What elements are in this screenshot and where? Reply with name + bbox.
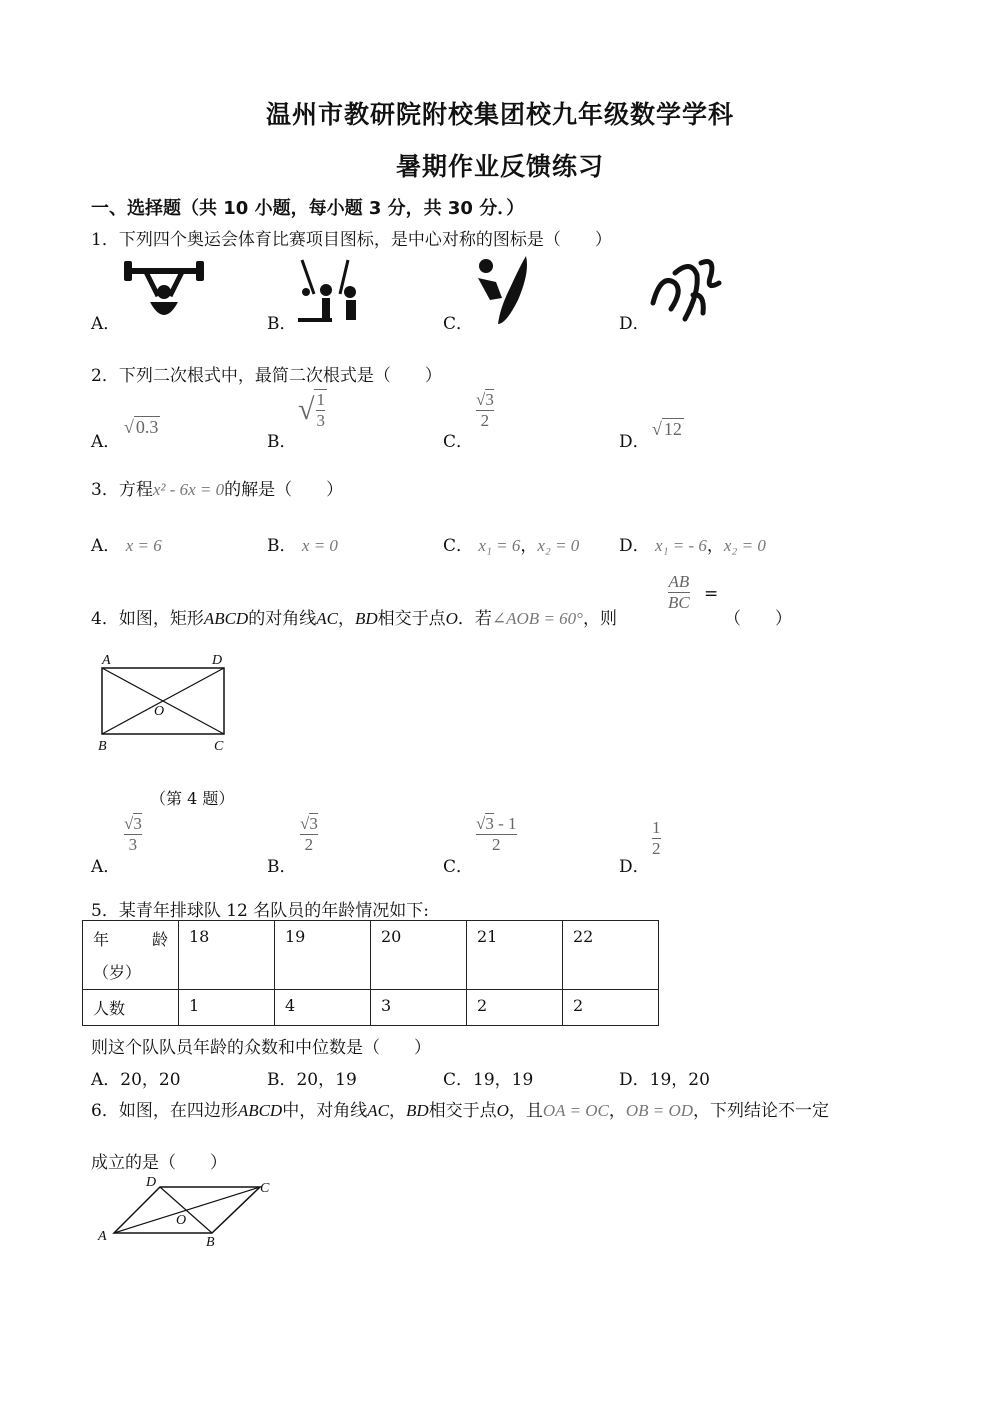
q3-c-value2: x₂ = 0	[537, 536, 580, 555]
q2-d-radicand: 12	[663, 419, 682, 439]
q4-equals: =	[704, 584, 719, 604]
q4-stem-mid4: ，则	[582, 609, 617, 629]
q2-b-den: 3	[316, 411, 325, 430]
age-cell: 21	[467, 921, 563, 990]
q4-c-num-rad: 3	[485, 814, 494, 833]
q3-stem-pre: 3．方程	[91, 480, 153, 500]
q2-option-b-expr: √ $\frac{1}{3}$	[298, 390, 325, 430]
q4-b-den: 2	[304, 835, 314, 854]
table-row	[83, 990, 659, 1026]
section-heading: 一、选择题（共 10 小题，每小题 3 分，共 30 分．）	[91, 198, 525, 219]
q2-option-c-label: C．	[443, 432, 474, 452]
count-cell: 1	[179, 990, 275, 1026]
q4-option-d-expr	[652, 818, 661, 859]
count-cell: 2	[563, 990, 659, 1026]
q4-label-o: O	[154, 704, 165, 719]
q4-frac-num: AB	[668, 572, 690, 591]
age-table	[82, 920, 659, 1026]
age-header-a: 年	[93, 930, 110, 949]
age-header-cell	[83, 921, 179, 990]
q4-option-b-expr: $\frac{√3}{2}$	[300, 814, 318, 854]
table-row	[83, 921, 659, 990]
gymnastics-rings-icon	[292, 256, 372, 326]
q4-b-num: 3	[309, 814, 318, 833]
q4-stem	[91, 604, 617, 629]
q4-label-c: C	[214, 739, 224, 754]
q2-c-den: 2	[480, 411, 490, 430]
q5-option-a: A．20，20	[91, 1070, 181, 1090]
q6-parallelogram-figure	[92, 1170, 282, 1250]
q4-label-d: D	[212, 653, 223, 668]
q2-stem: 2．下列二次根式中，最简二次根式是（ ）	[91, 366, 442, 386]
age-header-unit: （岁）	[93, 963, 142, 982]
q6-stem-mid3: ，且	[508, 1101, 543, 1121]
q4-frac-den: BC	[668, 593, 690, 612]
q3-d-sep: ，	[706, 536, 724, 556]
document-subtitle: 暑期作业反馈练习	[395, 152, 604, 181]
age-cell: 22	[563, 921, 659, 990]
q3-a-label: A．	[91, 536, 121, 556]
canoe-icon	[470, 252, 540, 328]
q5-option-b: B．20，19	[267, 1070, 357, 1090]
q4-rectangle-figure	[90, 648, 240, 756]
document-title: 温州市教研院附校集团校九年级数学学科	[265, 100, 734, 129]
weightlifting-icon	[120, 258, 210, 324]
q3-stem-post: 的解是（ ）	[224, 480, 344, 500]
q1-option-b: B．	[267, 314, 297, 334]
q4-a-den: 3	[128, 835, 138, 854]
q6-label-b: B	[206, 1235, 215, 1250]
q5-question: 则这个队队员年龄的众数和中位数是（ ）	[91, 1038, 431, 1058]
q4-option-b-label: B．	[267, 857, 297, 877]
age-cell: 20	[371, 921, 467, 990]
q6-stem	[91, 1096, 829, 1121]
q4-option-c-expr: $\frac{√3 - 1}{2}$	[476, 814, 517, 854]
q3-d-value2: x₂ = 0	[723, 536, 766, 555]
q5-option-c: C．19，19	[443, 1070, 534, 1090]
age-cell: 19	[275, 921, 371, 990]
q2-b-num: 1	[316, 390, 325, 409]
q2-option-c-expr: $\frac{√3}{2}$	[476, 390, 494, 430]
q6-label-c: C	[260, 1181, 270, 1196]
q4-bd: BD	[354, 609, 378, 628]
q4-figure-caption: （第 4 题）	[150, 789, 235, 808]
q3-equation: x² - 6x = 0	[152, 480, 225, 499]
q3-d-value1: x₁ = - 6	[655, 536, 707, 555]
q6-label-o: O	[176, 1213, 187, 1228]
count-cell: 2	[467, 990, 563, 1026]
q1-option-a: A．	[91, 314, 121, 334]
q4-d-num: 1	[652, 818, 661, 837]
q4-option-d-label: D．	[619, 857, 650, 877]
q2-option-a-expr: √ 0.3	[124, 417, 159, 437]
q4-stem-mid3: ．若	[457, 609, 492, 629]
q4-answer-paren: （ ）	[724, 609, 792, 629]
q3-stem	[91, 475, 343, 500]
q4-comma: ，	[337, 609, 355, 629]
q6-o: O	[496, 1101, 509, 1120]
q4-option-a-expr: $\frac{√3}{3}$	[124, 814, 142, 854]
q6-stem-mid2: 相交于点	[428, 1101, 497, 1121]
q6-comma: ，	[388, 1101, 406, 1121]
q4-d-den: 2	[652, 839, 661, 858]
q3-d-label: D．	[619, 536, 650, 556]
q4-c-num-rest: - 1	[493, 814, 517, 833]
q6-sep: ，	[608, 1101, 626, 1121]
q1-option-d: D．	[619, 314, 650, 334]
q4-option-a-label: A．	[91, 857, 121, 877]
q4-label-a: A	[102, 653, 111, 668]
q1-stem: 1．下列四个奥运会体育比赛项目图标，是中心对称的图标是（ ）	[91, 230, 612, 250]
q4-abcd: ABCD	[203, 609, 249, 628]
q4-o: O	[445, 609, 458, 628]
q2-a-radicand: 0.3	[135, 417, 159, 437]
q2-option-d-label: D．	[619, 432, 650, 452]
q6-abcd: ABCD	[237, 1101, 283, 1120]
q6-ac: AC	[367, 1101, 389, 1120]
count-header-cell: 人数	[83, 990, 179, 1026]
q4-ratio	[668, 572, 690, 613]
q3-c-value1: x₁ = 6	[478, 536, 521, 555]
q3-a-value: x = 6	[125, 536, 162, 555]
q2-option-a-label: A．	[91, 432, 121, 452]
q3-b-label: B．	[267, 536, 297, 556]
q6-label-d: D	[146, 1175, 157, 1190]
q2-c-num: 3	[485, 390, 494, 409]
q3-option-b	[267, 531, 338, 556]
q4-ac: AC	[316, 609, 338, 628]
count-cell: 4	[275, 990, 371, 1026]
q6-bd: BD	[405, 1101, 429, 1120]
q4-a-num: 3	[133, 814, 142, 833]
q3-b-value: x = 0	[301, 536, 338, 555]
q4-c-den: 2	[492, 835, 501, 854]
q4-stem-mid2: 相交于点	[377, 609, 446, 629]
age-header-b: 龄	[151, 930, 168, 949]
q4-stem-pre: 4．如图，矩形	[91, 609, 204, 629]
q6-stem-mid1: 中，对角线	[282, 1101, 368, 1121]
q6-stem-pre: 6．如图，在四边形	[91, 1101, 238, 1121]
q3-option-a	[91, 531, 162, 556]
q6-cond1: OA = OC	[542, 1101, 609, 1120]
q6-stem-line2: 成立的是（ ）	[91, 1153, 227, 1173]
q3-option-d	[619, 531, 766, 556]
judo-icon	[645, 253, 731, 325]
q3-c-label: C．	[443, 536, 474, 556]
q4-option-c-label: C．	[443, 857, 474, 877]
q6-cond2: OB = OD	[625, 1101, 694, 1120]
q6-label-a: A	[98, 1229, 107, 1244]
q1-option-c: C．	[443, 314, 474, 334]
q6-stem-post: ，下列结论不一定	[693, 1101, 830, 1121]
q2-option-b-label: B．	[267, 432, 297, 452]
q3-option-c	[443, 531, 579, 556]
q5-stem: 5．某青年排球队 12 名队员的年龄情况如下:	[91, 901, 429, 921]
q5-option-d: D．19，20	[619, 1070, 710, 1090]
q3-c-sep: ，	[520, 536, 538, 556]
q4-angle: ∠AOB = 60°	[491, 609, 583, 628]
q4-stem-mid1: 的对角线	[248, 609, 317, 629]
count-cell: 3	[371, 990, 467, 1026]
age-cell: 18	[179, 921, 275, 990]
q4-label-b: B	[98, 739, 107, 754]
q2-option-d-expr: √ 12	[652, 419, 682, 439]
